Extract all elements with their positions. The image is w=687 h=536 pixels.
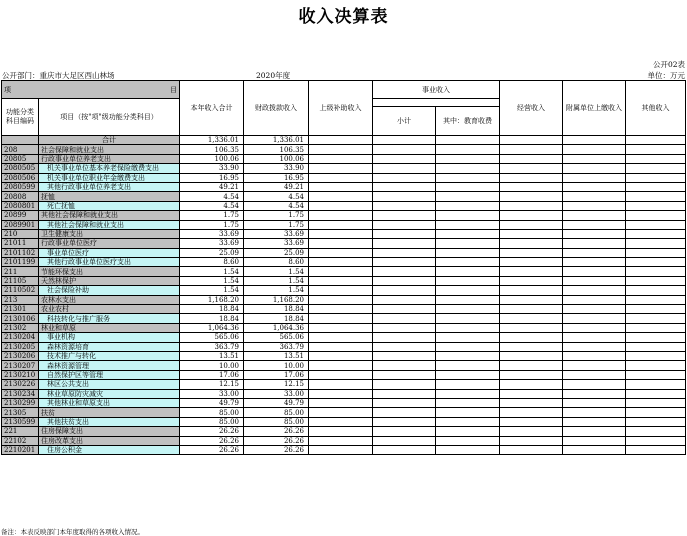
row-total: 363.79 — [180, 342, 244, 351]
row-total: 12.15 — [180, 380, 244, 389]
row-code: 2089901 — [2, 220, 39, 229]
row-fiscal: 49.79 — [244, 398, 309, 407]
row-total: 17.06 — [180, 370, 244, 379]
row-code: 21301 — [2, 305, 39, 314]
table-row — [2, 154, 686, 163]
row-name: 森林资源管理 — [39, 361, 180, 370]
table-row — [2, 427, 686, 436]
table-row — [2, 248, 686, 257]
row-total: 25.09 — [180, 248, 244, 257]
row-code: 21011 — [2, 239, 39, 248]
form-code: 公开02表 — [652, 60, 685, 69]
fiscal-year: 2020年度 — [256, 71, 291, 80]
row-name: 农林水支出 — [39, 295, 180, 304]
total-fiscal: 1,336.01 — [244, 136, 309, 145]
header-subtotal: 小计 — [373, 107, 436, 136]
row-code: 22102 — [2, 436, 39, 445]
table-row — [2, 417, 686, 426]
row-code: 21302 — [2, 323, 39, 332]
row-fiscal: 1.75 — [244, 220, 309, 229]
row-total: 33.90 — [180, 164, 244, 173]
row-total: 85.00 — [180, 417, 244, 426]
row-name: 行政事业单位医疗 — [39, 239, 180, 248]
row-total: 1.54 — [180, 286, 244, 295]
table-row — [2, 145, 686, 154]
table-row — [2, 314, 686, 323]
row-fiscal: 565.06 — [244, 333, 309, 342]
row-name: 扶贫 — [39, 408, 180, 417]
row-fiscal: 33.69 — [244, 229, 309, 238]
row-total: 26.26 — [180, 436, 244, 445]
row-name: 林业草原防灾减灾 — [39, 389, 180, 398]
row-total: 49.21 — [180, 182, 244, 191]
table-row — [2, 220, 686, 229]
table-row — [2, 445, 686, 454]
row-total: 8.60 — [180, 258, 244, 267]
row-fiscal: 33.00 — [244, 389, 309, 398]
row-fiscal: 85.00 — [244, 417, 309, 426]
row-name: 住房保障支出 — [39, 427, 180, 436]
row-name: 住房公积金 — [39, 445, 180, 454]
table-row — [2, 258, 686, 267]
table-row — [2, 389, 686, 398]
report-title: 收入决算表 — [298, 7, 389, 27]
row-code: 2080801 — [2, 201, 39, 210]
row-name: 自然保护区等管理 — [39, 370, 180, 379]
row-code: 2130206 — [2, 351, 39, 360]
row-total: 26.26 — [180, 445, 244, 454]
department-label: 公开部门：重庆市大足区西山林场 — [2, 71, 115, 80]
row-name: 技术推广与转化 — [39, 351, 180, 360]
unit-label: 单位：万元 — [647, 71, 685, 80]
row-code: 210 — [2, 229, 39, 238]
row-code: 21105 — [2, 276, 39, 285]
table-row — [2, 239, 686, 248]
row-code: 221 — [2, 427, 39, 436]
row-name: 天然林保护 — [39, 276, 180, 285]
table-row — [2, 276, 686, 285]
row-name: 机关事业单位职业年金缴费支出 — [39, 173, 180, 182]
row-total: 33.69 — [180, 239, 244, 248]
row-total: 1.75 — [180, 220, 244, 229]
table-row — [2, 351, 686, 360]
row-fiscal: 49.21 — [244, 182, 309, 191]
row-total: 13.51 — [180, 351, 244, 360]
row-fiscal: 16.95 — [244, 173, 309, 182]
table-row — [2, 192, 686, 201]
row-fiscal: 1.54 — [244, 276, 309, 285]
header-total: 本年收入合计 — [180, 81, 244, 136]
row-name: 农业农村 — [39, 305, 180, 314]
row-total: 16.95 — [180, 173, 244, 182]
header-xiang-mu: 项 目 — [2, 81, 180, 99]
row-fiscal: 100.06 — [244, 154, 309, 163]
row-name: 卫生健康支出 — [39, 229, 180, 238]
row-name: 机关事业单位基本养老保险缴费支出 — [39, 164, 180, 173]
row-fiscal: 106.35 — [244, 145, 309, 154]
table-row — [2, 398, 686, 407]
row-total: 26.26 — [180, 427, 244, 436]
row-name: 其他行政事业单位养老支出 — [39, 182, 180, 191]
row-fiscal: 1,168.20 — [244, 295, 309, 304]
header-fiscal: 财政拨款收入 — [244, 81, 309, 136]
table-row — [2, 211, 686, 220]
row-code: 2130599 — [2, 417, 39, 426]
row-name: 节能环保支出 — [39, 267, 180, 276]
header-operating: 经营收入 — [500, 81, 563, 136]
table-row — [2, 361, 686, 370]
table-row — [2, 201, 686, 210]
row-total: 1.54 — [180, 267, 244, 276]
row-total: 4.54 — [180, 192, 244, 201]
row-fiscal: 25.09 — [244, 248, 309, 257]
row-name: 其他扶贫支出 — [39, 417, 180, 426]
table-row — [2, 286, 686, 295]
header-business: 事业收入 — [373, 81, 500, 99]
footnote: 备注：本表反映部门本年度取得的各项收入情况。 — [1, 528, 144, 536]
row-code: 2130106 — [2, 314, 39, 323]
row-fiscal: 85.00 — [244, 408, 309, 417]
row-code: 2110502 — [2, 286, 39, 295]
row-total: 106.35 — [180, 145, 244, 154]
row-total: 4.54 — [180, 201, 244, 210]
header-other: 其他收入 — [626, 81, 686, 136]
row-total: 10.00 — [180, 361, 244, 370]
row-fiscal: 18.84 — [244, 314, 309, 323]
table-row — [2, 380, 686, 389]
row-total: 33.00 — [180, 389, 244, 398]
row-code: 20899 — [2, 211, 39, 220]
row-fiscal: 4.54 — [244, 192, 309, 201]
row-total: 18.84 — [180, 305, 244, 314]
row-total: 100.06 — [180, 154, 244, 163]
row-name: 科技转化与推广服务 — [39, 314, 180, 323]
table-row — [2, 305, 686, 314]
table-row — [2, 267, 686, 276]
row-name: 社会保险补助 — [39, 286, 180, 295]
row-total: 18.84 — [180, 314, 244, 323]
row-name: 行政事业单位养老支出 — [39, 154, 180, 163]
table-row — [2, 182, 686, 191]
row-name: 事业机构 — [39, 333, 180, 342]
row-fiscal: 4.54 — [244, 201, 309, 210]
row-code: 2080505 — [2, 164, 39, 173]
row-name: 住房改革支出 — [39, 436, 180, 445]
header-name: 项目（按"项"级功能分类科目） — [39, 99, 180, 136]
row-fiscal: 1.54 — [244, 267, 309, 276]
total-row — [2, 136, 686, 145]
table-row — [2, 333, 686, 342]
table-row — [2, 295, 686, 304]
row-code: 2130210 — [2, 370, 39, 379]
table-row — [2, 164, 686, 173]
row-code: 20808 — [2, 192, 39, 201]
row-fiscal: 26.26 — [244, 445, 309, 454]
header-superior: 上级补助收入 — [309, 81, 373, 136]
row-code: 208 — [2, 145, 39, 154]
row-code: 21305 — [2, 408, 39, 417]
row-total: 1,168.20 — [180, 295, 244, 304]
table-row — [2, 408, 686, 417]
row-name: 森林资源培育 — [39, 342, 180, 351]
row-fiscal: 26.26 — [244, 427, 309, 436]
row-fiscal: 33.69 — [244, 239, 309, 248]
row-fiscal: 8.60 — [244, 258, 309, 267]
row-total: 49.79 — [180, 398, 244, 407]
row-code: 211 — [2, 267, 39, 276]
row-total: 565.06 — [180, 333, 244, 342]
row-name: 其他社会保障和就业支出 — [39, 220, 180, 229]
row-total: 1,064.36 — [180, 323, 244, 332]
income-table — [1, 80, 686, 455]
row-code: 20805 — [2, 154, 39, 163]
table-row — [2, 229, 686, 238]
row-name: 死亡抚恤 — [39, 201, 180, 210]
table-row — [2, 436, 686, 445]
row-name: 事业单位医疗 — [39, 248, 180, 257]
row-code: 2130207 — [2, 361, 39, 370]
row-total: 1.75 — [180, 211, 244, 220]
row-fiscal: 363.79 — [244, 342, 309, 351]
row-code: 2130226 — [2, 380, 39, 389]
table-row — [2, 323, 686, 332]
row-code: 213 — [2, 295, 39, 304]
row-code: 2101102 — [2, 248, 39, 257]
row-name: 林业和草原 — [39, 323, 180, 332]
row-fiscal: 10.00 — [244, 361, 309, 370]
header-edu: 其中：教育收费 — [436, 107, 500, 136]
total-amount: 1,336.01 — [180, 136, 244, 145]
row-fiscal: 1,064.36 — [244, 323, 309, 332]
row-name: 林区公共支出 — [39, 380, 180, 389]
header-affiliated: 附属单位上缴收入 — [563, 81, 626, 136]
row-fiscal: 12.15 — [244, 380, 309, 389]
row-fiscal: 33.90 — [244, 164, 309, 173]
row-name: 社会保障和就业支出 — [39, 145, 180, 154]
row-fiscal: 17.06 — [244, 370, 309, 379]
row-fiscal: 18.84 — [244, 305, 309, 314]
row-total: 85.00 — [180, 408, 244, 417]
row-code: 2210201 — [2, 445, 39, 454]
table-row — [2, 173, 686, 182]
row-code: 2080599 — [2, 182, 39, 191]
row-total: 1.54 — [180, 276, 244, 285]
row-code: 2130204 — [2, 333, 39, 342]
row-code: 2101199 — [2, 258, 39, 267]
row-name: 其他社会保障和就业支出 — [39, 211, 180, 220]
row-name: 其他林业和草原支出 — [39, 398, 180, 407]
row-code: 2130299 — [2, 398, 39, 407]
table-row — [2, 370, 686, 379]
total-label: 合计 — [39, 136, 180, 145]
row-name: 抚恤 — [39, 192, 180, 201]
row-fiscal: 1.75 — [244, 211, 309, 220]
row-code: 2130234 — [2, 389, 39, 398]
row-code: 2080506 — [2, 173, 39, 182]
row-fiscal: 1.54 — [244, 286, 309, 295]
row-name: 其他行政事业单位医疗支出 — [39, 258, 180, 267]
row-code: 2130205 — [2, 342, 39, 351]
row-total: 33.69 — [180, 229, 244, 238]
row-fiscal: 26.26 — [244, 436, 309, 445]
row-fiscal: 13.51 — [244, 351, 309, 360]
table-row — [2, 342, 686, 351]
header-code: 功能分类科目编码 — [2, 99, 39, 136]
